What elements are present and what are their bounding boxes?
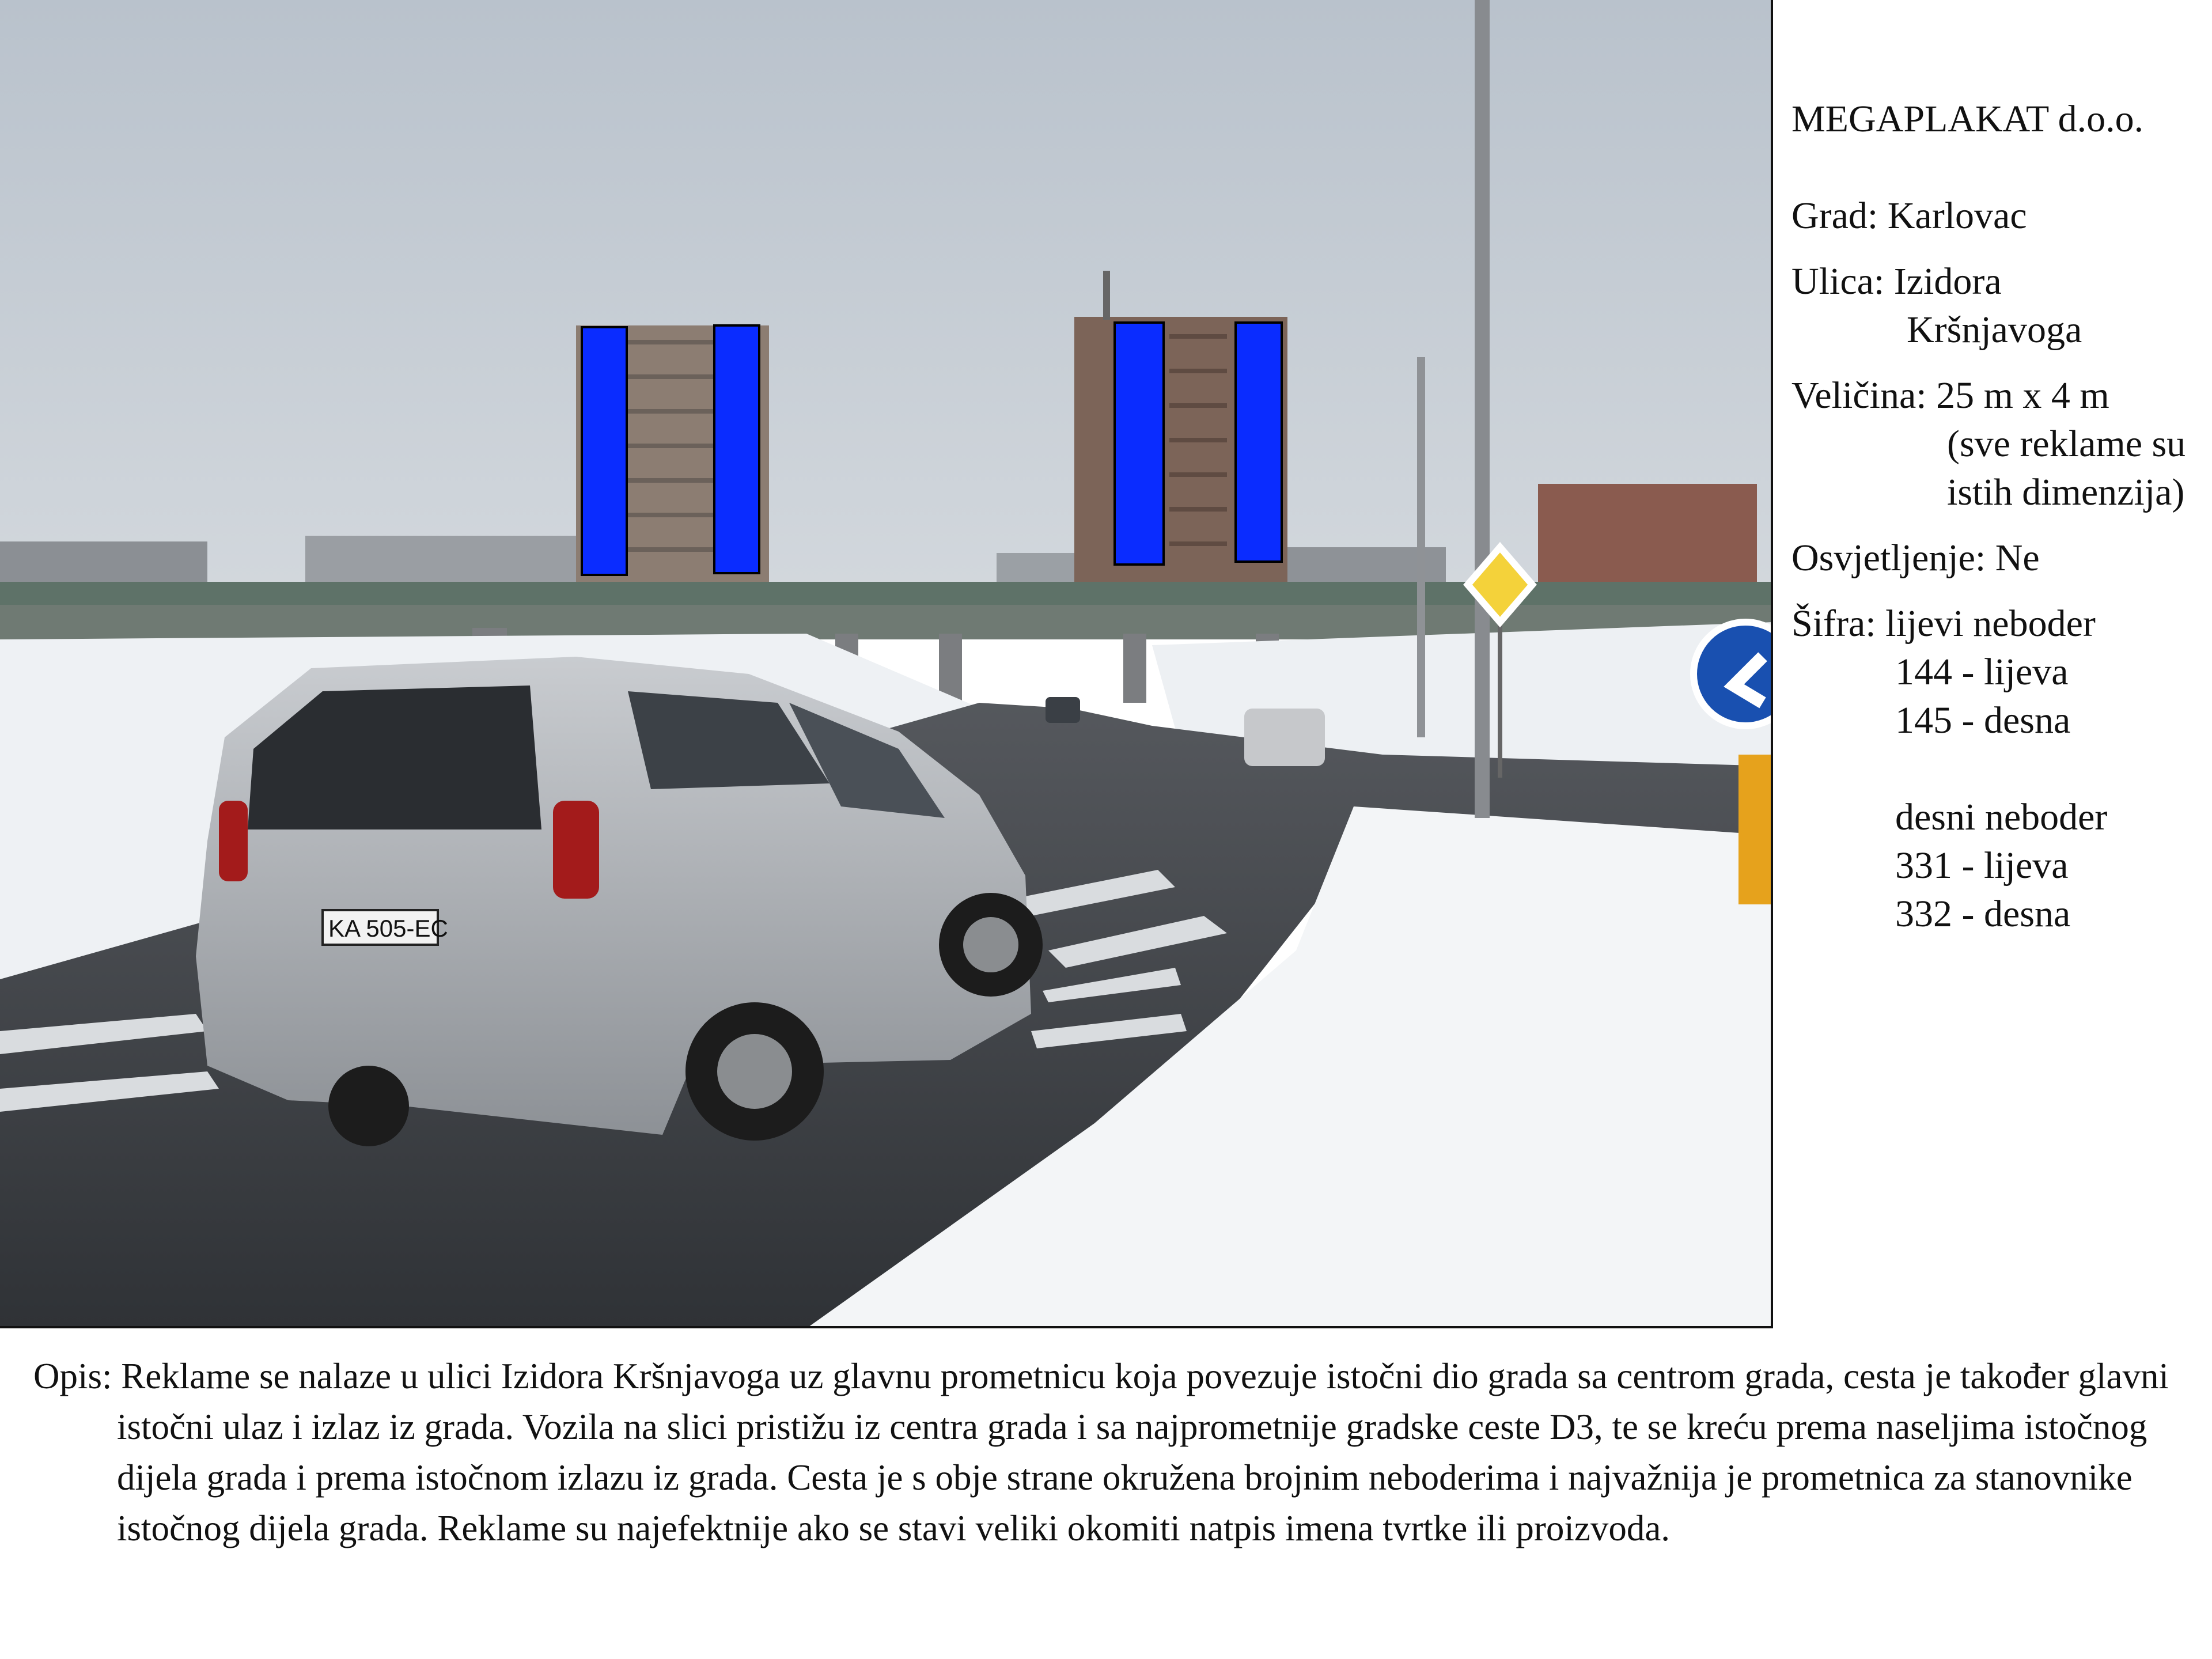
code-right-2: 332 - desna: [1895, 893, 2071, 935]
sky: [0, 0, 1773, 634]
code-right-1: 331 - lijeva: [1895, 844, 2069, 887]
code-line1: Šifra: lijevi neboder: [1791, 603, 2096, 645]
code-left-2: 145 - desna: [1895, 699, 2071, 741]
size-line2: (sve reklame su: [1947, 423, 2186, 465]
license-plate: KA 505-EC: [328, 915, 448, 942]
billboard-332: [1236, 323, 1282, 562]
lighting: Osvjetljenje: Ne: [1791, 537, 2040, 579]
distant-car: [1046, 697, 1080, 723]
code-left-1: 144 - lijeva: [1895, 651, 2069, 693]
description: [16, 1351, 2199, 1554]
left-tower: [576, 325, 769, 590]
size-line3: istih dimenzija): [1947, 471, 2185, 513]
company-name: MEGAPLAKAT d.o.o.: [1791, 98, 2144, 140]
city: Grad: Karlovac: [1791, 195, 2027, 237]
light-pole-small: [1417, 357, 1425, 737]
right-tower: [1074, 271, 1287, 588]
billboard-144: [582, 327, 627, 575]
street-line1: Ulica: Izidora: [1791, 260, 2002, 302]
billboard-145: [714, 325, 759, 573]
description-text: Reklame se nalaze u ulici Izidora Kršnjavoga uz glavnu prometnicu koja povezuje istočni dio grada sa centrom grada, cesta je također glavni istočni ulaz i izlaz iz grada. Vozila na slici pristižu iz centra grada i sa najprometnije gradske ceste D3, te se kreću prema naseljima istočnog dijela grada i prema istočnom izlazu iz grada. Cesta je s obje strane okružena brojnim neboderima i najvažnija je prometnica za stanovnike istočnog dijela grada. Reklame su najefektnije ako se stavi veliki okomiti natpis imena tvrtke ili proizvoda.: [117, 1356, 2169, 1548]
distant-car: [1244, 709, 1325, 766]
code-right-title: desni neboder: [1895, 796, 2108, 838]
size-line1: Veličina: 25 m x 4 m: [1791, 374, 2109, 416]
street-line2: Kršnjavoga: [1907, 309, 2082, 351]
billboard-info: [1791, 95, 2206, 938]
billboard-331: [1115, 323, 1164, 565]
description-label: Opis:: [33, 1356, 112, 1396]
light-pole-main: [1475, 0, 1490, 818]
